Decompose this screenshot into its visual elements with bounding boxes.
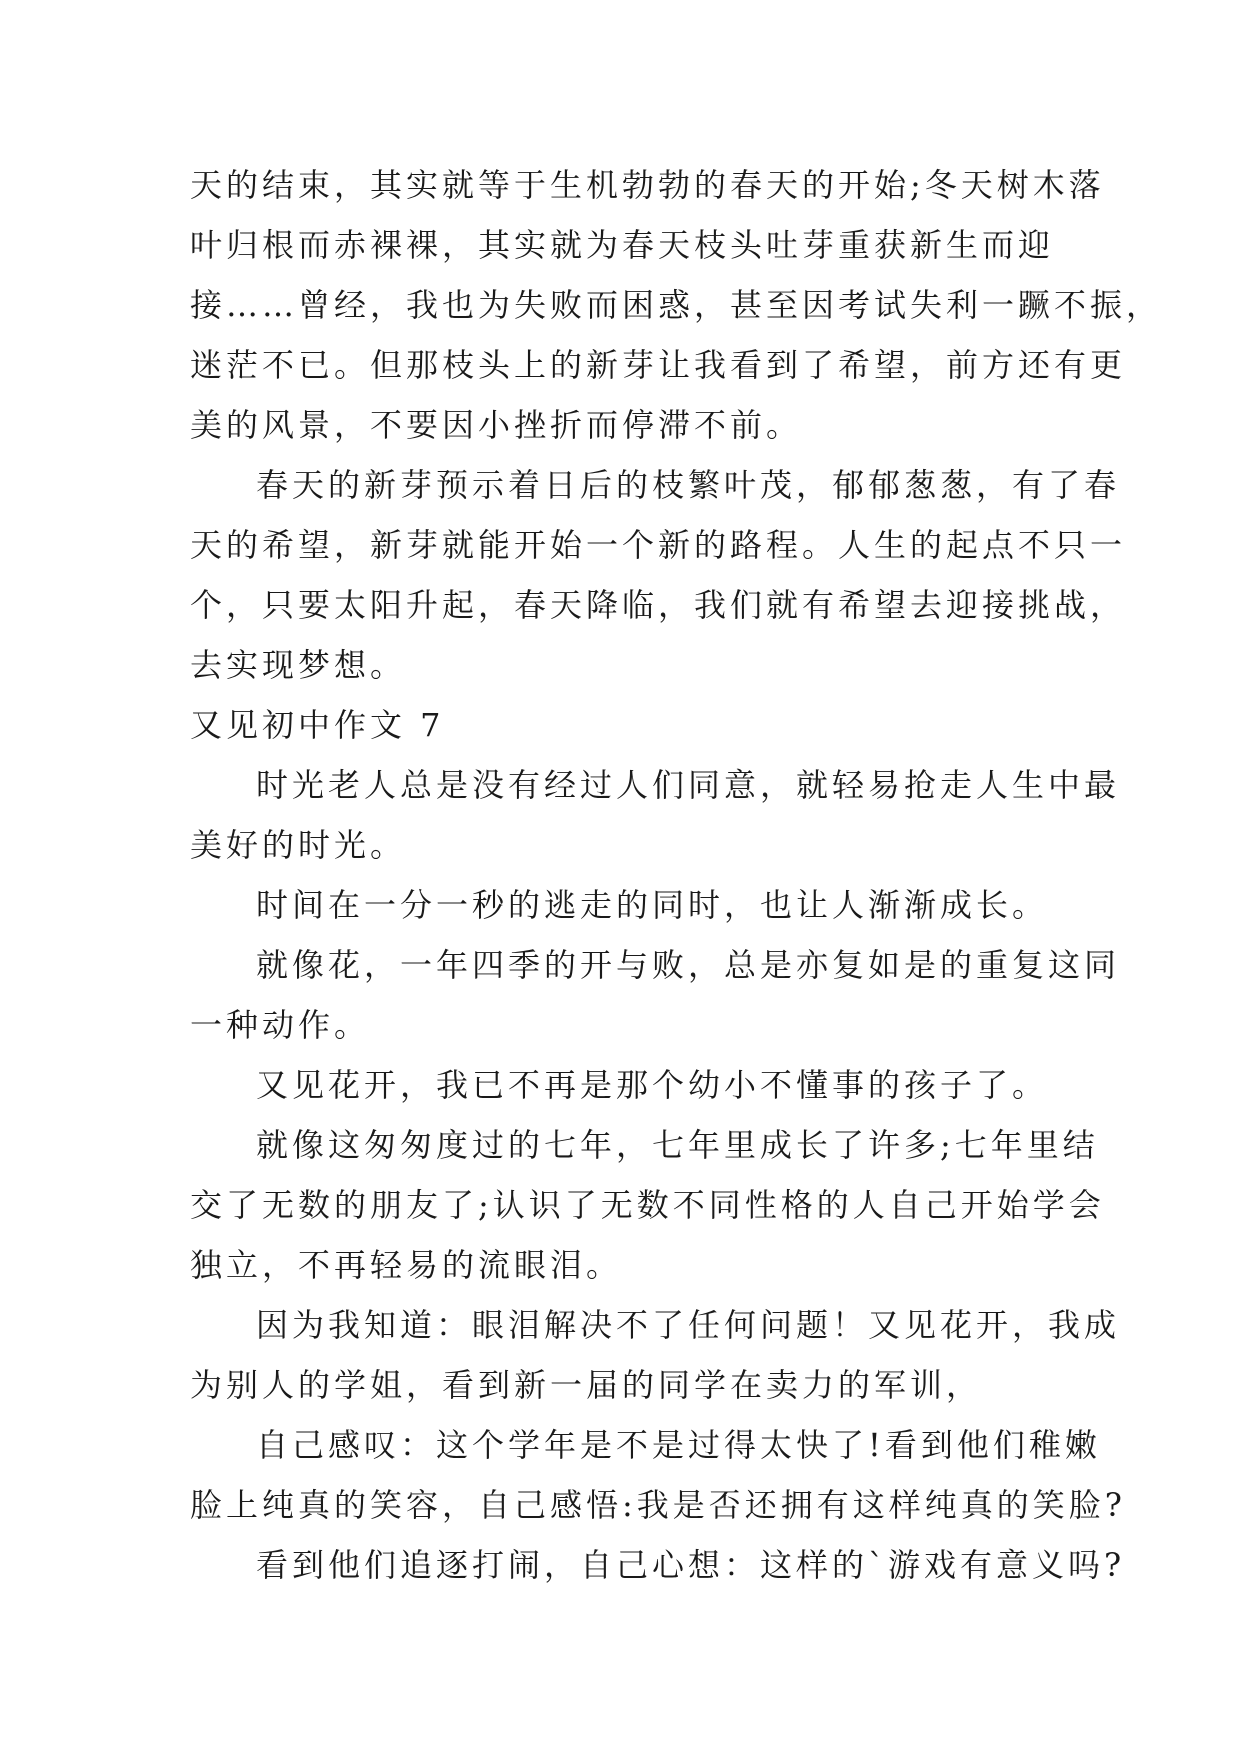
document-body bbox=[190, 155, 1163, 1595]
text-line: 美的风景，不要因小挫折而停滞不前。 bbox=[190, 406, 803, 444]
paragraph-first-line: 时光老人总是没有经过人们同意，就轻易抢走人生中最 bbox=[256, 766, 1121, 804]
text-line: 天的结束，其实就等于生机勃勃的春天的开始;冬天树木落 bbox=[190, 166, 1105, 204]
paragraph-first-line: 就像这匆匆度过的七年，七年里成长了许多;七年里结 bbox=[256, 1126, 1099, 1164]
section-heading: 又见初中作文 7 bbox=[190, 706, 445, 744]
text-line: 交了无数的朋友了;认识了无数不同性格的人自己开始学会 bbox=[190, 1186, 1105, 1224]
text-line: 美好的时光。 bbox=[190, 826, 407, 864]
text-line: 天的希望，新芽就能开始一个新的路程。人生的起点不只一 bbox=[190, 526, 1127, 564]
paragraph-first-line: 春天的新芽预示着日后的枝繁叶茂，郁郁葱葱，有了春 bbox=[256, 466, 1121, 504]
text-line: 叶归根而赤裸裸，其实就为春天枝头吐芽重获新生而迎 bbox=[190, 226, 1055, 264]
paragraph-first-line: 看到他们追逐打闹，自己心想：这样的`游戏有意义吗? bbox=[256, 1546, 1126, 1584]
paragraph-first-line: 时间在一分一秒的逃走的同时，也让人渐渐成长。 bbox=[256, 886, 1049, 924]
paragraph-first-line: 自己感叹：这个学年是不是过得太快了!看到他们稚嫩 bbox=[256, 1426, 1101, 1464]
paragraph-first-line: 又见花开，我已不再是那个幼小不懂事的孩子了。 bbox=[256, 1066, 1049, 1104]
text-line: 一种动作。 bbox=[190, 1006, 371, 1044]
text-line: 去实现梦想。 bbox=[190, 646, 407, 684]
text-line: 脸上纯真的笑容，自己感悟:我是否还拥有这样纯真的笑脸? bbox=[190, 1486, 1126, 1524]
text-line: 为别人的学姐，看到新一届的同学在卖力的军训， bbox=[190, 1366, 983, 1404]
paragraph-first-line: 就像花，一年四季的开与败，总是亦复如是的重复这同 bbox=[256, 946, 1121, 984]
text-line: 接……曾经，我也为失败而困惑，甚至因考试失利一蹶不振， bbox=[190, 286, 1163, 324]
text-line: 迷茫不已。但那枝头上的新芽让我看到了希望，前方还有更 bbox=[190, 346, 1127, 384]
text-line: 个，只要太阳升起，春天降临，我们就有希望去迎接挑战， bbox=[190, 586, 1127, 624]
text-line: 独立，不再轻易的流眼泪。 bbox=[190, 1246, 623, 1284]
paragraph-first-line: 因为我知道：眼泪解决不了任何问题！又见花开，我成 bbox=[256, 1306, 1121, 1344]
